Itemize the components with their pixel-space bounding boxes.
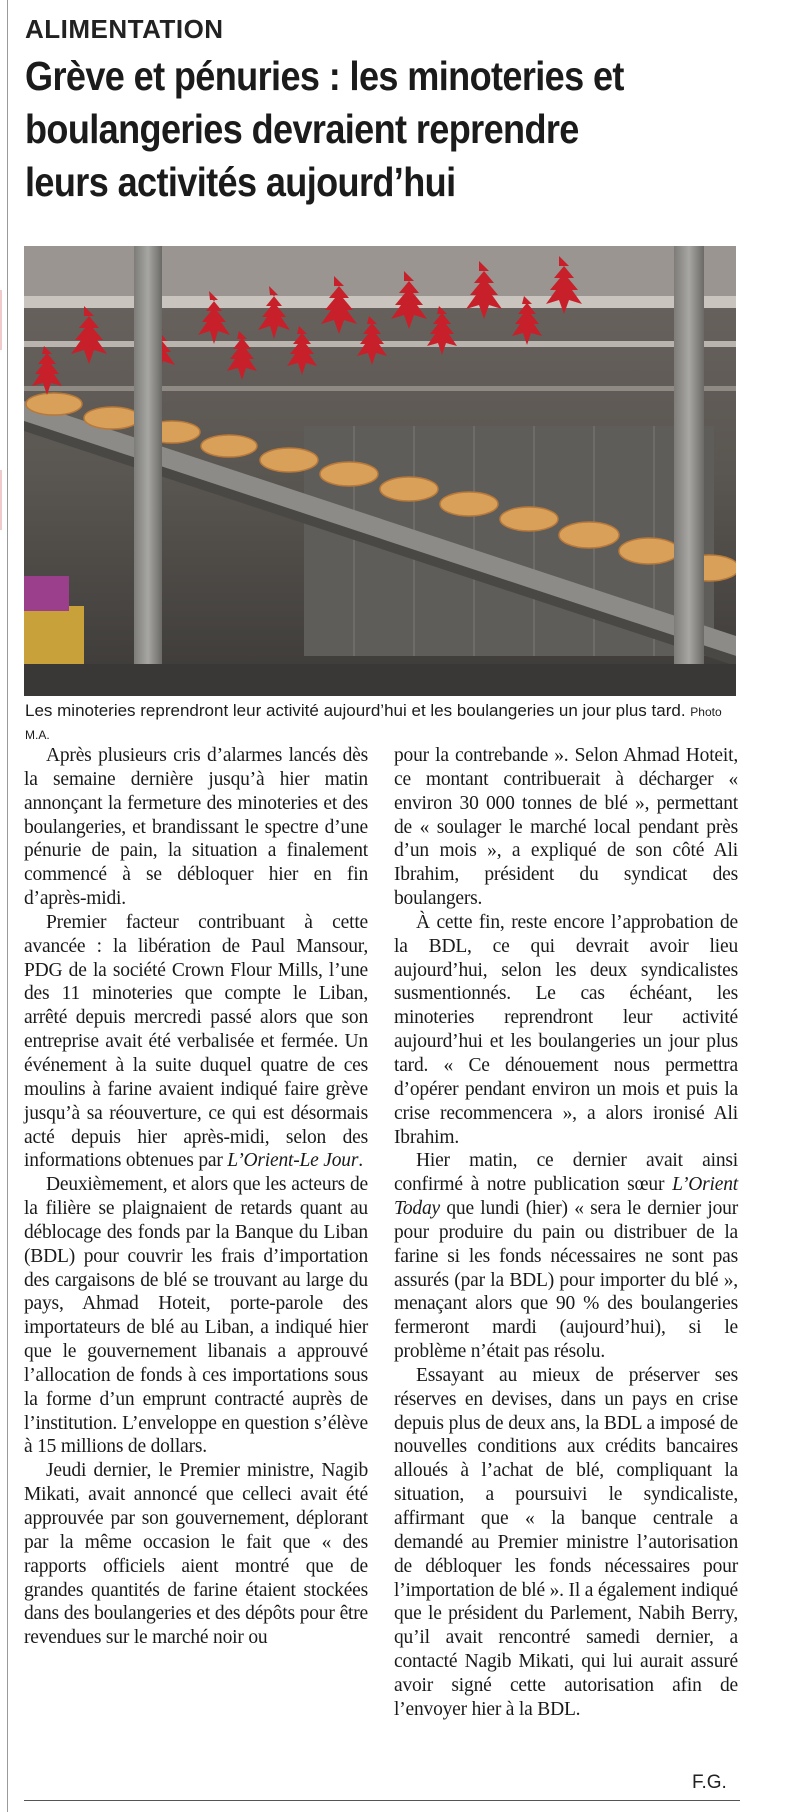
body-paragraph: Hier matin, ce dernier avait ainsi confirmé à notre publication sœur L’Orient Today que lundi (hier) « sera le dernier jour pour produire du pain ou distribuer de la farine si les fonds nécessaires ne sont pas assurés (par la BDL) pour importer du blé », menaçant alors que 90 % des boulangeries fermeront mardi (aujourd’hui), si le problème n’était pas résolu. bbox=[394, 1150, 738, 1363]
photo-credit: Photo M.A. bbox=[25, 705, 722, 742]
article-photo bbox=[24, 246, 736, 696]
body-paragraph: Essayant au mieux de préserver ses réserves en devises, dans un pays en crise depuis plus de deux ans, la BDL a imposé de nouvelles conditions aux crédits bancaires alloués à l’achat de blé, compliquant la situation, a poursuivi le syndicaliste, affirmant que « la banque centrale a demandé au Premier ministre l’autorisation de débloquer les fonds nécessaires pour l’importation de blé ». Il a également indiqué que le président du Parlement, Nabih Berry, qu’il avait rencontré samedi dernier, a contacté Nagib Mikati, qui lui aurait assuré avoir signé cette autorisation afin de l’envoyer hier à la BDL. bbox=[394, 1364, 738, 1720]
bakery-conveyor-photo-icon bbox=[24, 246, 736, 696]
article-column-left bbox=[24, 744, 368, 1650]
article-column-right bbox=[394, 744, 738, 1722]
page-rule-left bbox=[7, 0, 8, 1812]
body-paragraph: Après plusieurs cris d’alarmes lancés dès la semaine dernière jusqu’à hier matin annonçant la fermeture des minoteries et des boulangeries, et brandissant le spectre d’une pénurie de pain, la situation a finalement commencé à se débloquer hier en fin d’après-midi. bbox=[24, 745, 368, 910]
page-edge-mark bbox=[0, 290, 2, 350]
headline: Grève et pénuries : les minoteries et boulangeries devraient reprendre leurs activités aujourd’hui bbox=[25, 53, 624, 205]
body-paragraph: pour la contrebande ». Selon Ahmad Hoteit, ce montant contribuerait à décharger « environ 30 000 tonnes de blé », permettant de « soulager le marché local pendant près d’un mois », a expliqué de son côté Ali Ibrahim, président du syndicat des boulangers. bbox=[394, 745, 738, 910]
caption-text: Les minoteries reprendront leur activité aujourd’hui et les boulangeries un jour plus tard. bbox=[25, 701, 686, 720]
body-paragraph: Jeudi dernier, le Premier ministre, Nagib Mikati, avait annoncé que celleci avait été approuvée par son gouvernement, déplorant par la même occasion le fait que « des rapports officiels aient montré que de grandes quantités de farine étaient stockées dans des boulangeries et des dépôts pour être revendues sur le marché noir ou bbox=[24, 1460, 368, 1649]
body-paragraph: Premier facteur contribuant à cette avancée : la libération de Paul Mansour, PDG de la société Crown Flour Mills, l’une des 11 minoteries que compte le Liban, arrêté depuis mercredi passé alors que son entreprise avait été verbalisée et fermée. Un événement à la suite duquel quatre de ces moulins à farine avaient indiqué faire grève jusqu’à sa réouverture, ce qui est désormais acté depuis hier après-midi, selon des informations obtenues par L’Orient-Le Jour. bbox=[24, 911, 368, 1172]
author-signature: F.G. bbox=[692, 1772, 727, 1793]
section-label: ALIMENTATION bbox=[25, 14, 224, 44]
body-paragraph: Deuxièmement, et alors que les acteurs de la filière se plaignaient de retards quant au déblocage des fonds par la Banque du Liban (BDL) pour couvrir les frais d’importation des cargaisons de blé se trouvant au large du pays, Ahmad Hoteit, porte-parole des importateurs de blé au Liban, a indiqué hier que le gouvernement libanais a approuvé l’allocation de fonds à ces importations sous la forme d’un emprunt contracté auprès de l’institution. L’enveloppe en question s’élève à 15 millions de dollars. bbox=[24, 1174, 368, 1458]
bottom-rule bbox=[24, 1800, 740, 1801]
body-paragraph: À cette fin, reste encore l’approbation de la BDL, ce qui devrait avoir lieu aujourd’hui, selon les deux syndicalistes susmentionnés. Le cas échéant, les minoteries reprendront leur activité aujourd’hui et les boulangeries un jour plus tard. « Ce dénouement nous permettra d’opérer pendant environ un mois et puis la crise recommencera », a alors ironisé Ali Ibrahim. bbox=[394, 911, 738, 1148]
page-edge-mark bbox=[0, 470, 2, 530]
photo-caption bbox=[25, 700, 740, 746]
